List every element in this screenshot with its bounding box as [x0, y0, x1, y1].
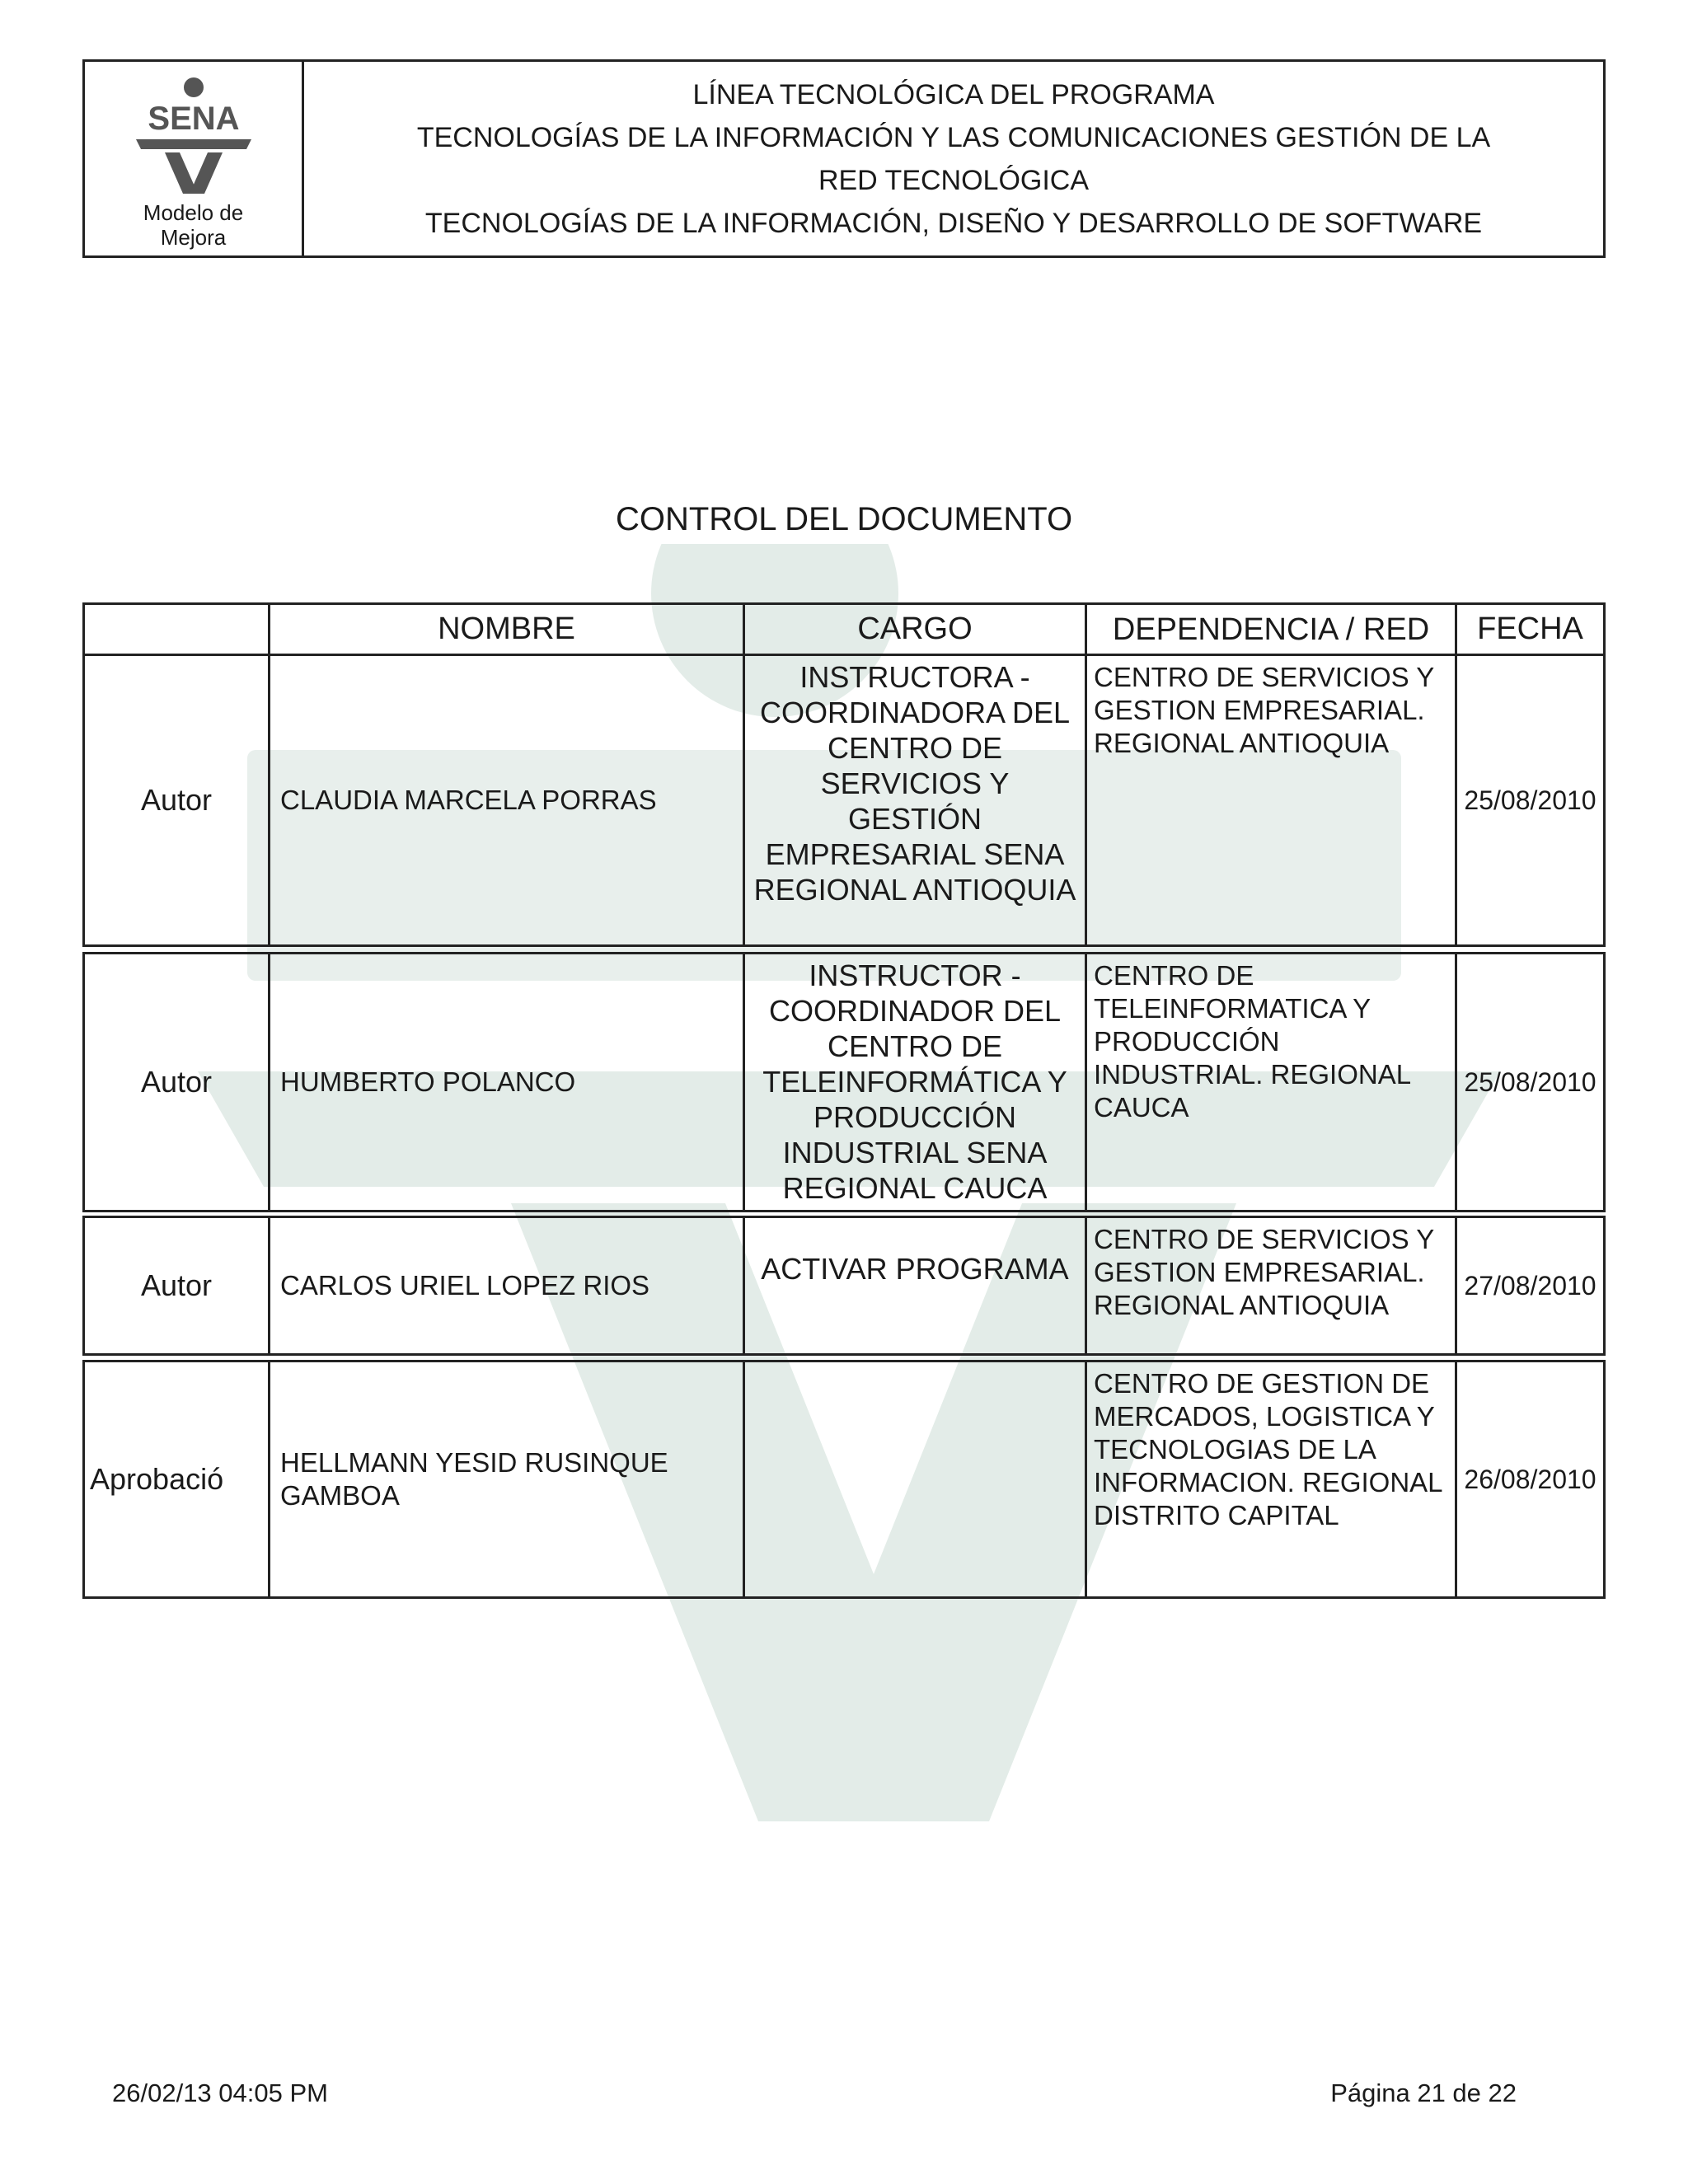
cargo-cell: INSTRUCTOR - COORDINADOR DEL CENTRO DE TELEINFORMÁTICA Y PRODUCCIÓN INDUSTRIAL SENA REGIONAL CAUCA	[745, 954, 1087, 1210]
sena-logo-icon	[132, 73, 256, 197]
name-cell: HELLMANN YESID RUSINQUE GAMBOA	[270, 1362, 745, 1596]
role-cell: Aprobació	[85, 1362, 270, 1596]
column-header-dependencia: DEPENDENCIA / RED	[1087, 605, 1457, 654]
cargo-cell	[745, 1362, 1087, 1596]
name-cell: CLAUDIA MARCELA PORRAS	[270, 656, 745, 944]
dependencia-cell: CENTRO DE SERVICIOS Y GESTION EMPRESARIAL. REGIONAL ANTIOQUIA	[1087, 1218, 1457, 1353]
role-cell: Autor	[85, 1218, 270, 1353]
fecha-cell: 25/08/2010	[1464, 1066, 1597, 1097]
dependencia-cell: CENTRO DE TELEINFORMATICA Y PRODUCCIÓN INDUSTRIAL. REGIONAL CAUCA	[1087, 954, 1457, 1210]
header-text-block	[304, 62, 1603, 255]
document-header	[82, 59, 1606, 258]
table-row	[82, 1216, 1606, 1356]
table-row	[82, 952, 1606, 1212]
table-row	[82, 1360, 1606, 1599]
table-row	[82, 654, 1606, 947]
logo-cell	[85, 62, 304, 255]
logo-caption: Modelo de Mejora	[143, 200, 244, 250]
fecha-cell: 25/08/2010	[1464, 785, 1597, 815]
role-cell: Autor	[85, 954, 270, 1210]
column-header-cargo: CARGO	[745, 605, 1087, 654]
header-line-3: RED TECNOLÓGICA	[818, 164, 1090, 196]
svg-text:SENA: SENA	[147, 101, 240, 137]
fecha-cell: 26/08/2010	[1464, 1464, 1597, 1494]
footer-datetime: 26/02/13 04:05 PM	[112, 2079, 328, 2107]
cargo-cell: INSTRUCTORA - COORDINADORA DEL CENTRO DE SERVICIOS Y GESTIÓN EMPRESARIAL SENA REGIONAL ANTIOQUIA	[745, 656, 1087, 944]
page-title: CONTROL DEL DOCUMENTO	[615, 501, 1073, 537]
column-header-fecha: FECHA	[1477, 612, 1583, 646]
role-cell: Autor	[85, 656, 270, 944]
table-header-row	[82, 602, 1606, 656]
dependencia-cell: CENTRO DE SERVICIOS Y GESTION EMPRESARIAL. REGIONAL ANTIOQUIA	[1087, 656, 1457, 944]
name-cell: CARLOS URIEL LOPEZ RIOS	[270, 1218, 745, 1353]
header-line-1: LÍNEA TECNOLÓGICA DEL PROGRAMA	[692, 78, 1215, 110]
header-line-2: TECNOLOGÍAS DE LA INFORMACIÓN Y LAS COMUNICACIONES GESTIÓN DE LA	[416, 121, 1491, 153]
footer-page-number: Página 21 de 22	[1330, 2079, 1517, 2107]
fecha-cell: 27/08/2010	[1464, 1270, 1597, 1301]
header-line-4: TECNOLOGÍAS DE LA INFORMACIÓN, DISEÑO Y DESARROLLO DE SOFTWARE	[424, 207, 1483, 239]
cargo-cell: ACTIVAR PROGRAMA	[745, 1218, 1087, 1353]
dependencia-cell: CENTRO DE GESTION DE MERCADOS, LOGISTICA Y TECNOLOGIAS DE LA INFORMACION. REGIONAL DISTRITO CAPITAL	[1087, 1362, 1457, 1596]
column-header-nombre: NOMBRE	[270, 605, 745, 654]
column-header-role	[85, 605, 270, 654]
name-cell: HUMBERTO POLANCO	[270, 954, 745, 1210]
